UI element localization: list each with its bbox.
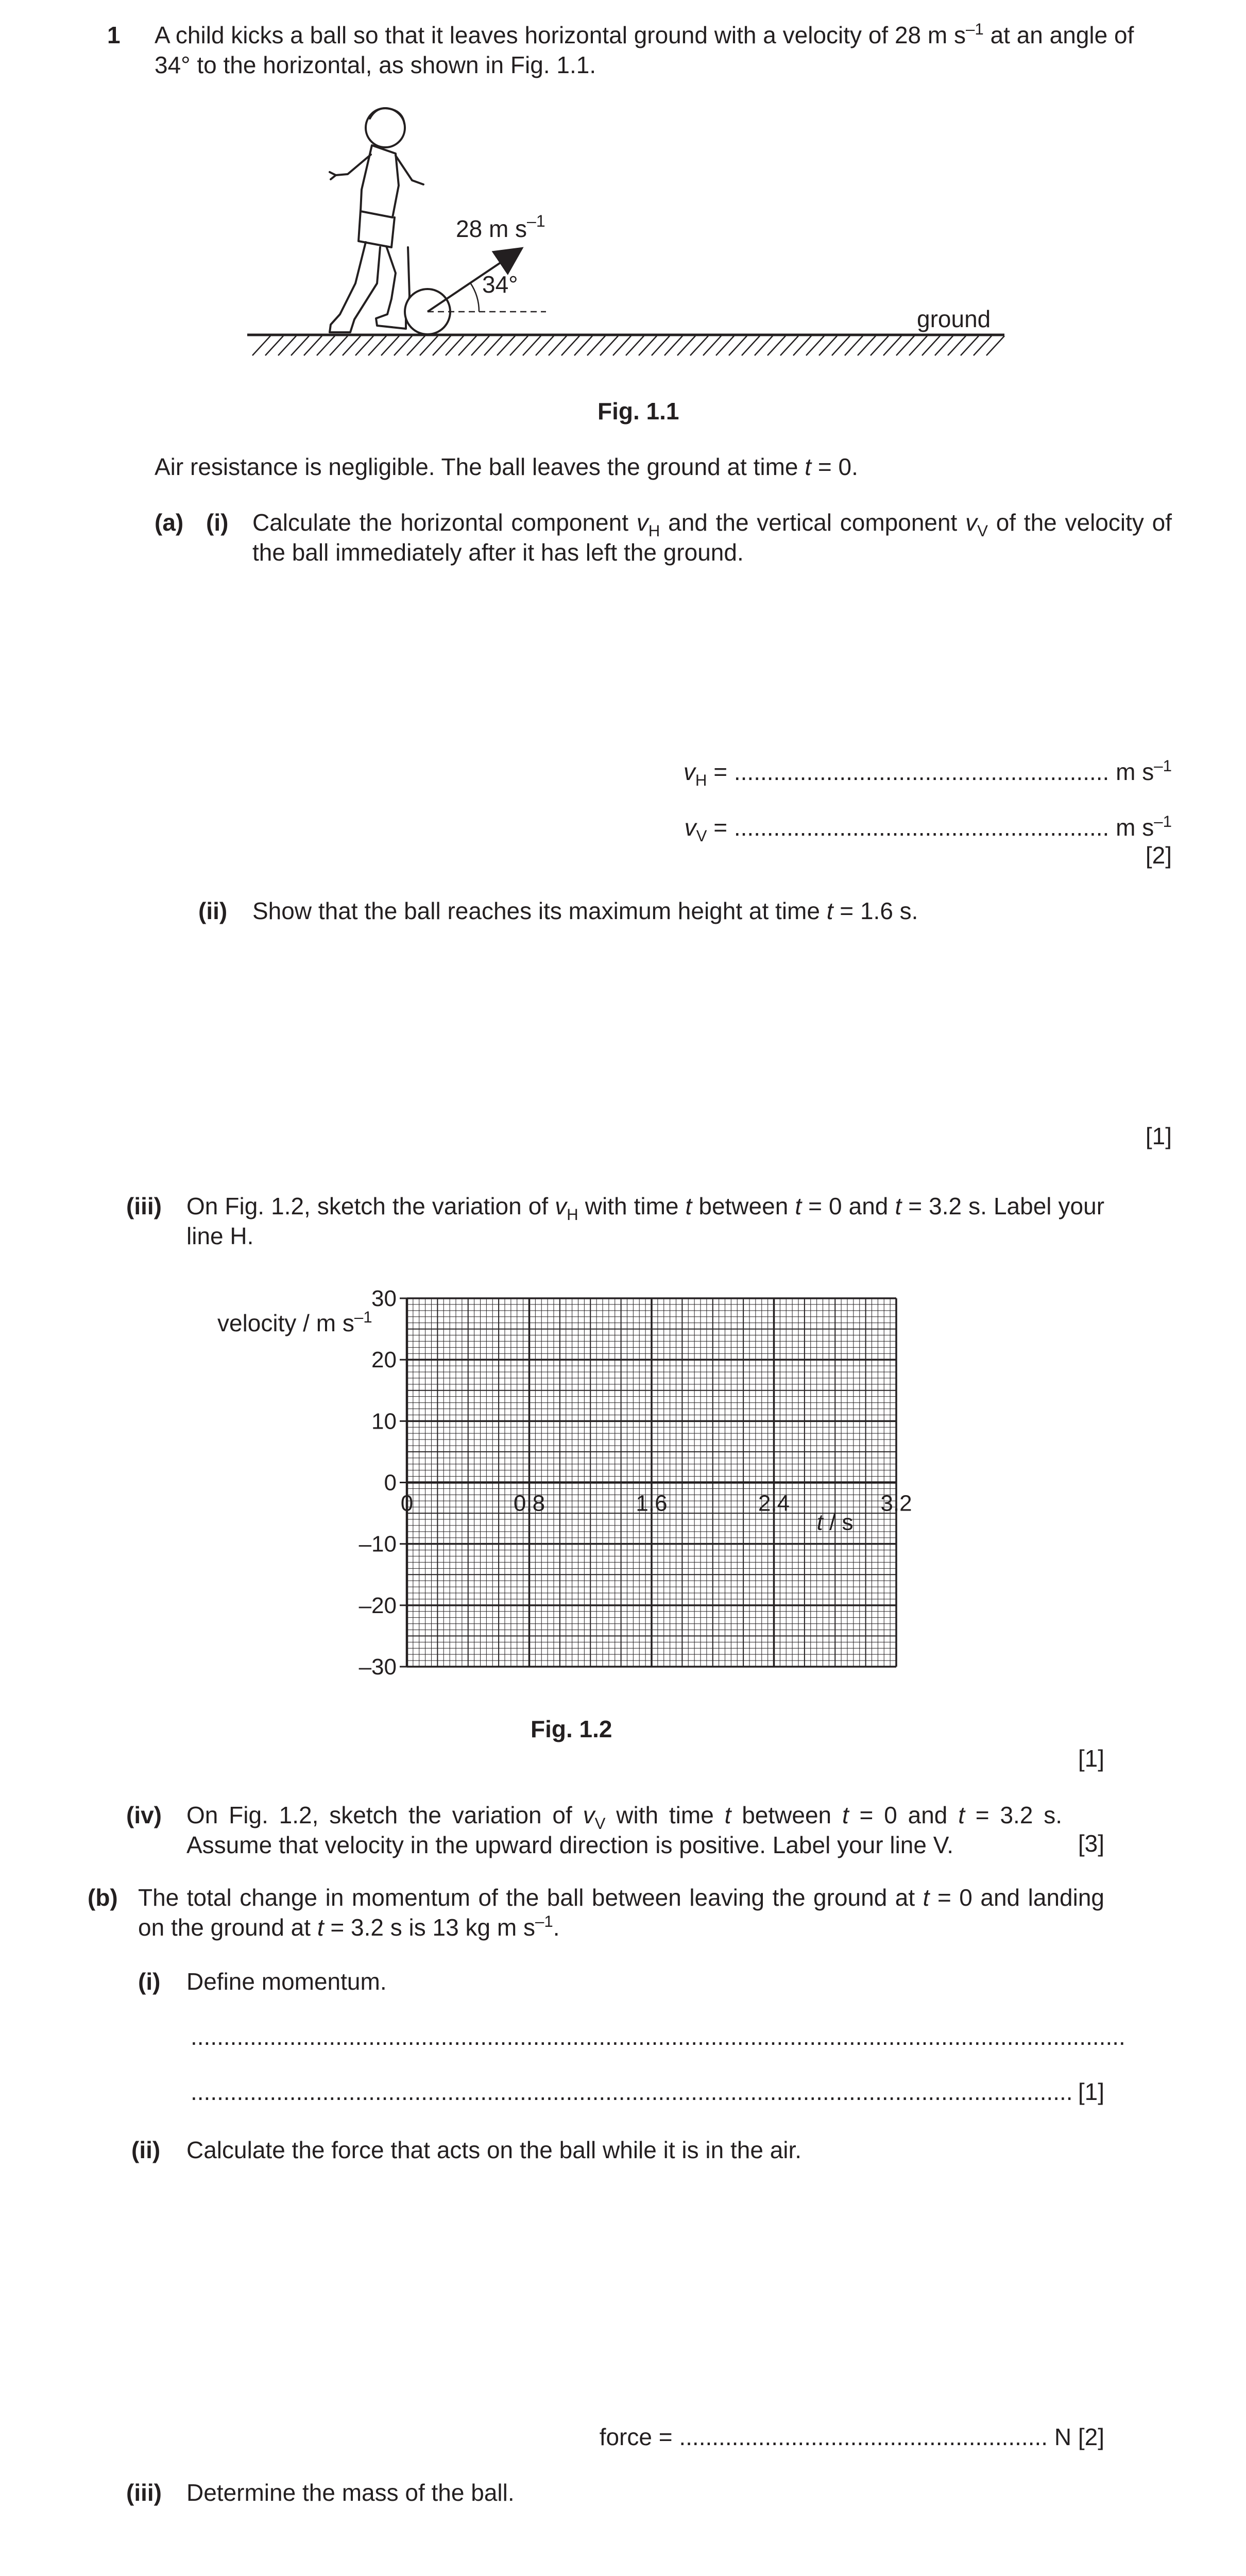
y-tick-label: –30 <box>359 1654 397 1680</box>
question-number: 1 <box>107 22 121 48</box>
part-b-ii-label: (ii) <box>131 2137 161 2163</box>
part-a-label: (a) <box>155 509 184 536</box>
part-b-i-label: (i) <box>138 1968 161 1995</box>
figure-1-2-grid-chart[interactable] <box>340 1278 932 1680</box>
part-b-ii-text: Calculate the force that acts on the ball while it is in the air. <box>186 2137 802 2163</box>
air-text-a: Air resistance is negligible. The ball leaves the ground at time <box>155 453 805 480</box>
part-a-iii-marks: [1] <box>1078 1745 1104 1772</box>
figure-1-1-caption: Fig. 1.1 <box>598 398 679 425</box>
part-a-iv-text: On Fig. 1.2, sketch the variation of $v_V$ with time t between t = 0 and t = 3.2 s. Assume that velocity in the upward direction is positive. Label your line V. <box>186 1802 1063 1858</box>
air-resistance-statement <box>155 452 858 482</box>
part-b-iii-text: Determine the mass of the ball. <box>186 2479 515 2506</box>
part-a-iv-label: (iv) <box>126 1802 162 1828</box>
y-tick-label: –10 <box>359 1531 397 1557</box>
figure-1-1-illustration <box>242 98 1010 376</box>
part-b-i-marks: [1] <box>1078 2078 1104 2105</box>
momentum-answer-line-2[interactable]: ...................................................................................................................................... <box>191 2078 1073 2105</box>
part-a-iv-marks: [3] <box>1078 1830 1104 1857</box>
part-a-i-text: Calculate the horizontal component $v_H$ and the vertical component $v_V$ of the velocity of the ball immediately after it has left the ground. <box>252 509 1172 566</box>
y-tick-label: 20 <box>371 1347 397 1373</box>
part-b-i-text: Define momentum. <box>186 1968 387 1995</box>
ground-hatching <box>252 336 1004 355</box>
air-t: t <box>805 453 812 480</box>
speed-label: 28 m $s^{-1}$ <box>456 212 545 242</box>
y-tick-label: 10 <box>371 1409 397 1434</box>
figure-1-2-caption: Fig. 1.2 <box>531 1716 612 1742</box>
part-b-label: (b) <box>88 1884 118 1911</box>
part-b-iii-label: (iii) <box>126 2479 162 2506</box>
vh-answer-line[interactable]: $v_H$ = ......................................................... m $s^{-1}$ <box>683 756 1172 789</box>
air-text-b: = 0. <box>811 453 858 480</box>
angle-arc <box>470 283 479 312</box>
angle-label: 34° <box>482 271 518 298</box>
chart-xlabel: t / s <box>816 1510 854 1535</box>
x-tick-label: 2.4 <box>758 1490 790 1516</box>
x-tick-label: 1.6 <box>636 1490 668 1516</box>
ground-label: ground <box>917 306 991 332</box>
x-tick-label: 0 <box>400 1490 414 1516</box>
y-tick-label: 30 <box>371 1286 397 1311</box>
vv-answer-line[interactable]: $v_V$ = ......................................................... m $s^{-1}$ <box>684 812 1172 845</box>
part-a-ii-label: (ii) <box>198 897 228 924</box>
intro-text-b: at an angle of 34° to the horizontal, as shown in Fig. 1.1. <box>155 22 1134 78</box>
x-tick-label: 0.8 <box>513 1490 545 1516</box>
part-a-i-label: (i) <box>206 509 229 536</box>
chart-ylabel: velocity / m $s^{-1}$ <box>217 1308 372 1336</box>
part-a-iii-text: On Fig. 1.2, sketch the variation of $v_H$ with time t between t = 0 and t = 3.2 s. Label your line H. <box>186 1193 1105 1249</box>
force-answer-line[interactable]: force = ........................................................ N [2] <box>599 2424 1104 2450</box>
question-intro <box>155 21 1172 80</box>
intro-sup: –1 <box>966 20 984 38</box>
x-tick-label: 3.2 <box>880 1490 912 1516</box>
intro-text-a: A child kicks a ball so that it leaves horizontal ground with a velocity of 28 m s <box>155 22 966 48</box>
part-b-text: The total change in momentum of the ball between leaving the ground at t = 0 and landing on the ground at t = 3.2 s is 13 kg m $s^{-1}$. <box>138 1884 1104 1941</box>
y-tick-label: 0 <box>384 1470 397 1496</box>
y-tick-label: –20 <box>359 1592 397 1618</box>
part-a-ii-marks: [1] <box>1145 1123 1172 1149</box>
part-a-ii-text: Show that the ball reaches its maximum height at time t = 1.6 s. <box>252 897 918 924</box>
part-a-i-marks: [2] <box>1145 842 1172 869</box>
part-a-iii-label: (iii) <box>126 1193 162 1219</box>
momentum-answer-line-1[interactable]: .............................................................................................................................................. <box>191 2023 1125 2050</box>
